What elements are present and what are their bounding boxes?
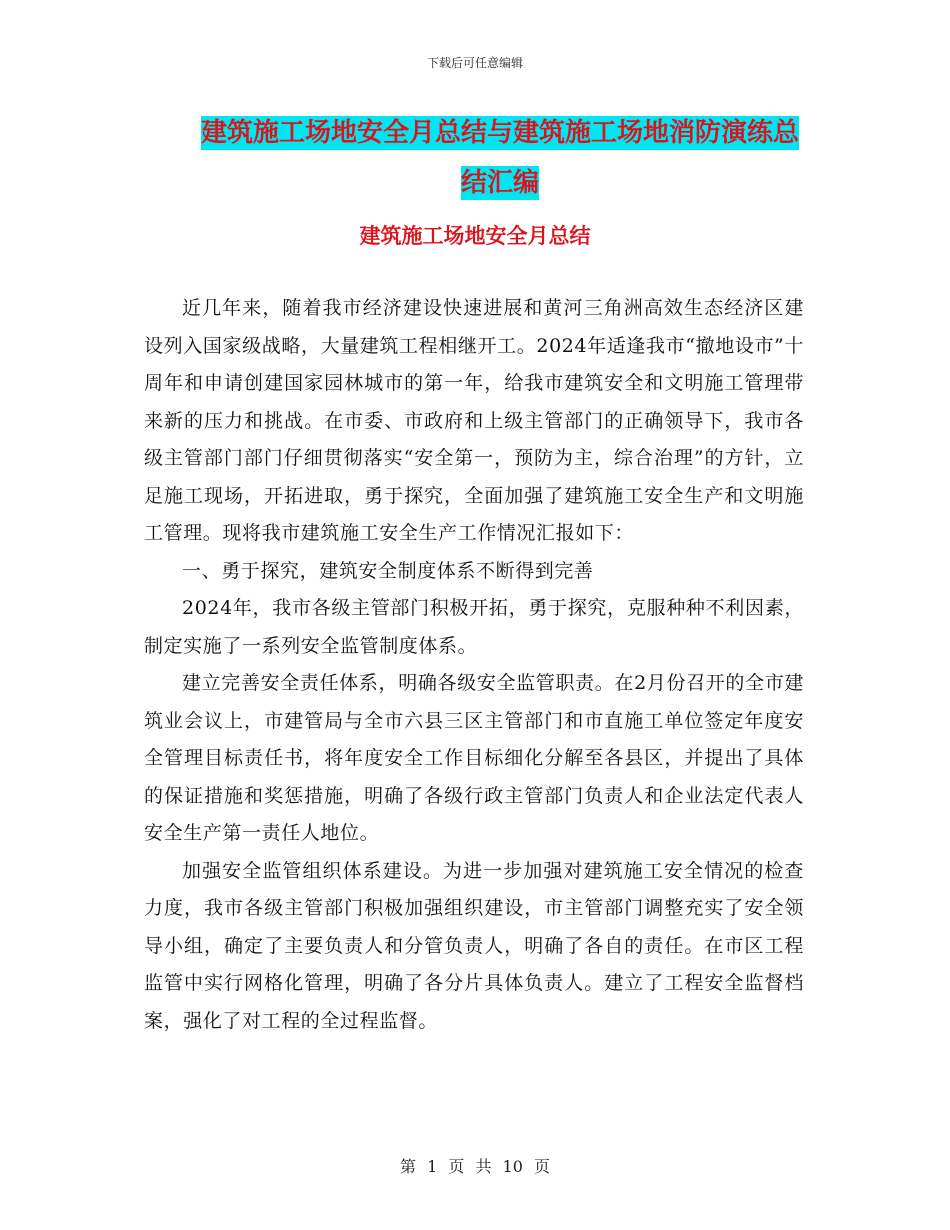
document-body bbox=[144, 290, 804, 1040]
document-title-line-2: 结汇编 bbox=[460, 168, 539, 198]
paragraph: 近几年来，随着我市经济建设快速进展和黄河三角洲高效生态经济区建设列入国家级战略，大量建筑工程相继开工。2024年适逢我市“撤地设市”十周年和申请创建国家园林城市的第一年，给我市建筑安全和文明施工管理带来新的压力和挑战。在市委、市政府和上级主管部门的正确领导下，我市各级主管部门部门仔细贯彻落实“安全第一，预防为主，综合治理”的方针，立足施工现场，开拓进取，勇于探究，全面加强了建筑施工安全生产和文明施工管理。现将我市建筑施工安全生产工作情况汇报如下： bbox=[144, 297, 804, 544]
section-title: 建筑施工场地安全月总结 bbox=[359, 224, 591, 248]
document-title-line-1: 建筑施工场地安全月总结与建筑施工场地消防演练总 bbox=[200, 118, 799, 148]
paragraph-heading: 一、勇于探究，建筑安全制度体系不断得到完善 bbox=[182, 559, 594, 582]
paragraph: 建立完善安全责任体系，明确各级安全监管职责。在2月份召开的全市建筑业会议上，市建管局与全市六县三区主管部门和市直施工单位签定年度安全管理目标责任书，将年度安全工作目标细化分解至各县区，并提出了具体的保证措施和奖惩措施，明确了各级行政主管部门负责人和企业法定代表人安全生产第一责任人地位。 bbox=[144, 672, 804, 844]
paragraph: 2024年，我市各级主管部门积极开拓，勇于探究，克服种种不利因素，制定实施了一系列安全监管制度体系。 bbox=[144, 597, 804, 657]
page-number: 第 1 页 共 10 页 bbox=[400, 1157, 550, 1176]
document-title bbox=[150, 108, 850, 208]
header-note: 下载后可任意编辑 bbox=[426, 56, 523, 70]
paragraph: 加强安全监管组织体系建设。为进一步加强对建筑施工安全情况的检查力度，我市各级主管部门积极加强组织建设，市主管部门调整充实了安全领导小组，确定了主要负责人和分管负责人，明确了各自的责任。在市区工程监管中实行网格化管理，明确了各分片具体负责人。建立了工程安全监督档案，强化了对工程的全过程监督。 bbox=[144, 859, 804, 1032]
